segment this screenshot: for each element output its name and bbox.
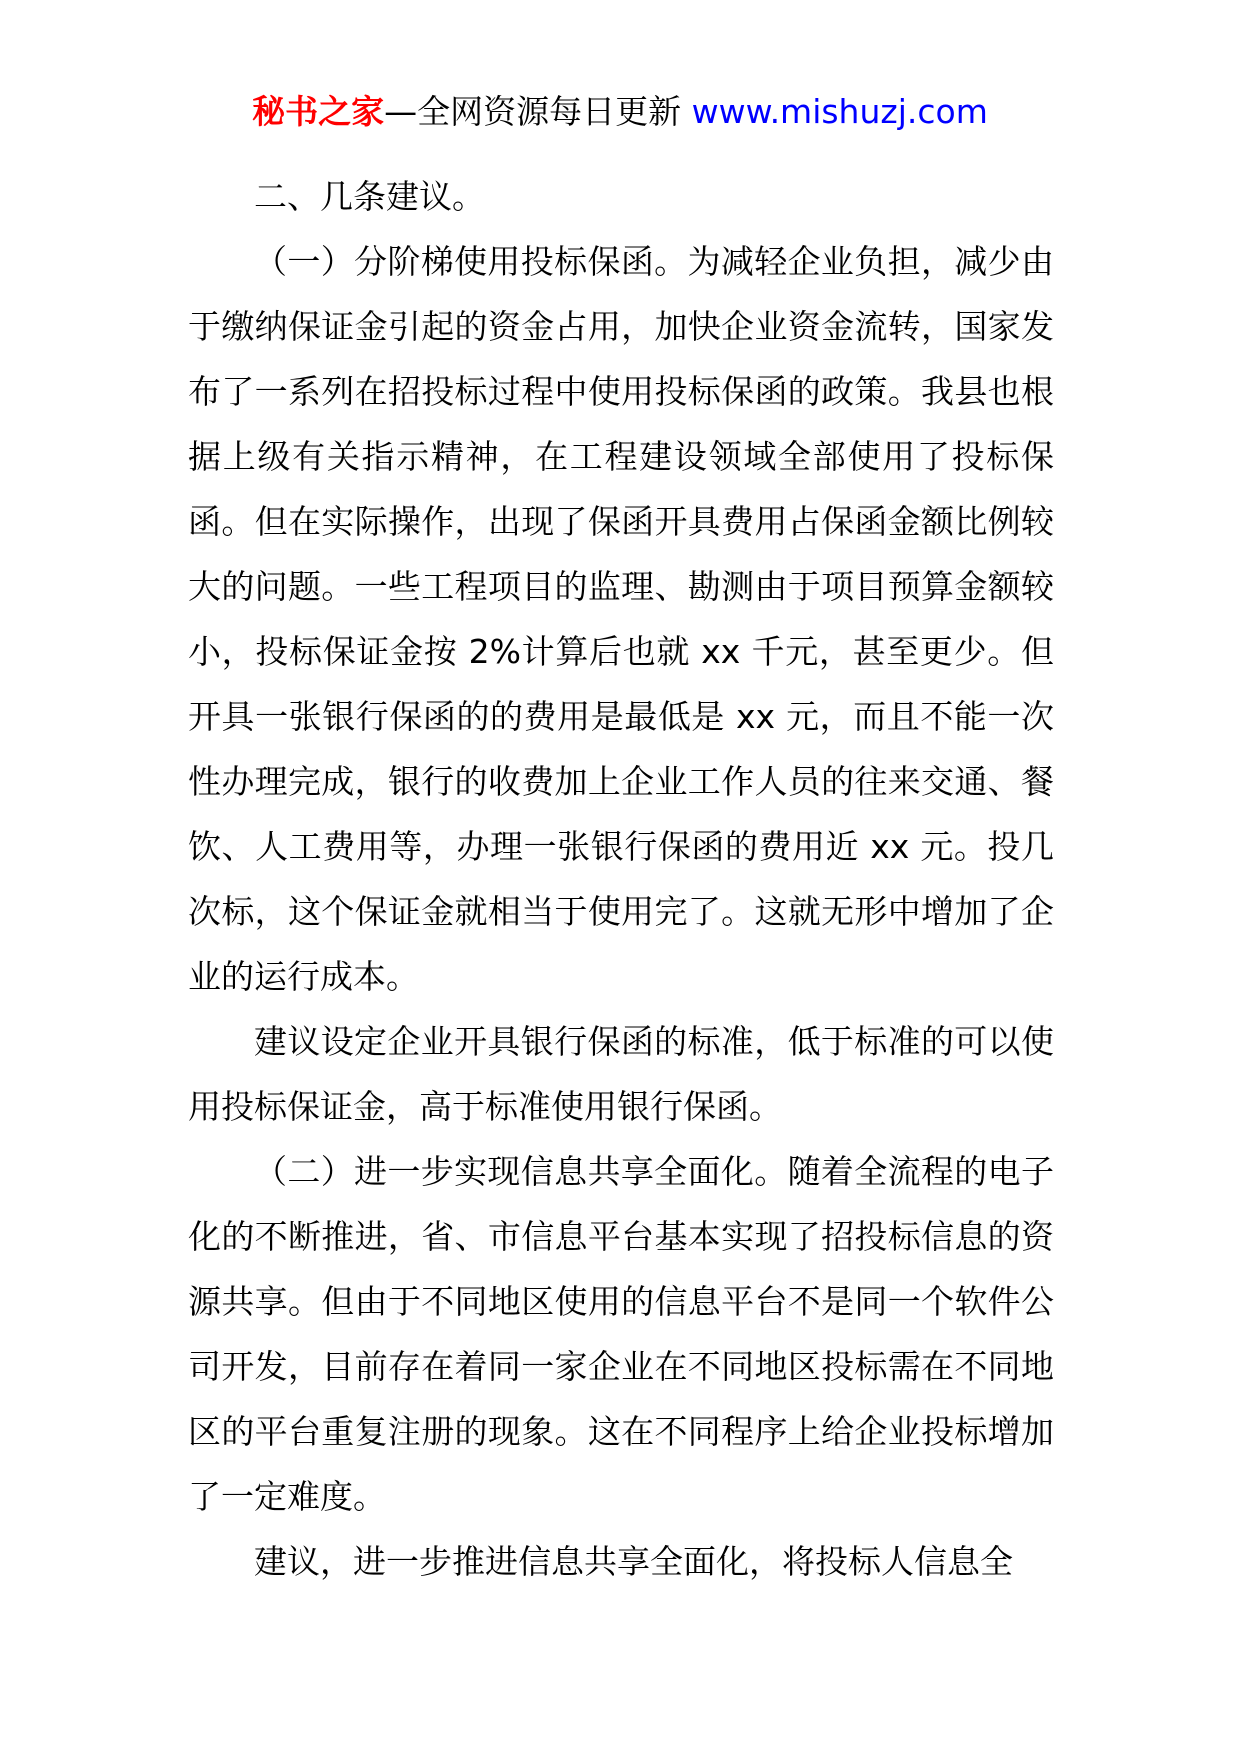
paragraph-guarantee-tiers: （一）分阶梯使用投标保函。为减轻企业负担，减少由于缴纳保证金引起的资金占用，加快企业资金流转，国家发布了一系列在招投标过程中使用投标保函的政策。我县也根据上级有关指示精神，在工程建设领域全部使用了投标保函。但在实际操作，出现了保函开具费用占保函金额比例较大的问题。一些工程项目的监理、勘测由于项目预算金额较小，投标保证金按 2%计算后也就 xx 千元，甚至更少。但开具一张银行保函的的费用是最低是 xx 元，而且不能一次性办理完成，银行的收费加上企业工作人员的往来交通、餐饮、人工费用等，办理一张银行保函的费用近 xx 元。投几次标，这个保证金就相当于使用完了。这就无形中增加了企业的运行成本。	[188, 242, 1054, 996]
header-tagline: —全网资源每日更新	[384, 92, 692, 131]
brand-name: 秘书之家	[252, 92, 385, 131]
site-url-link[interactable]: www.mishuzj.com	[691, 92, 988, 131]
document-body	[188, 164, 1054, 1594]
paragraph-info-sharing-suggestion: 建议，进一步推进信息共享全面化，将投标人信息全	[254, 1542, 1013, 1581]
page-header	[0, 92, 1240, 132]
paragraph-info-sharing: （二）进一步实现信息共享全面化。随着全流程的电子化的不断推进，省、市信息平台基本实现了招投标信息的资源共享。但由于不同地区使用的信息平台不是同一个软件公司开发，目前存在着同一家企业在不同地区投标需在不同地区的平台重复注册的现象。这在不同程序上给企业投标增加了一定难度。	[188, 1152, 1054, 1516]
section-heading: 二、几条建议。	[254, 177, 485, 216]
paragraph-guarantee-suggestion: 建议设定企业开具银行保函的标准，低于标准的可以使用投标保证金，高于标准使用银行保函。	[188, 1022, 1054, 1126]
